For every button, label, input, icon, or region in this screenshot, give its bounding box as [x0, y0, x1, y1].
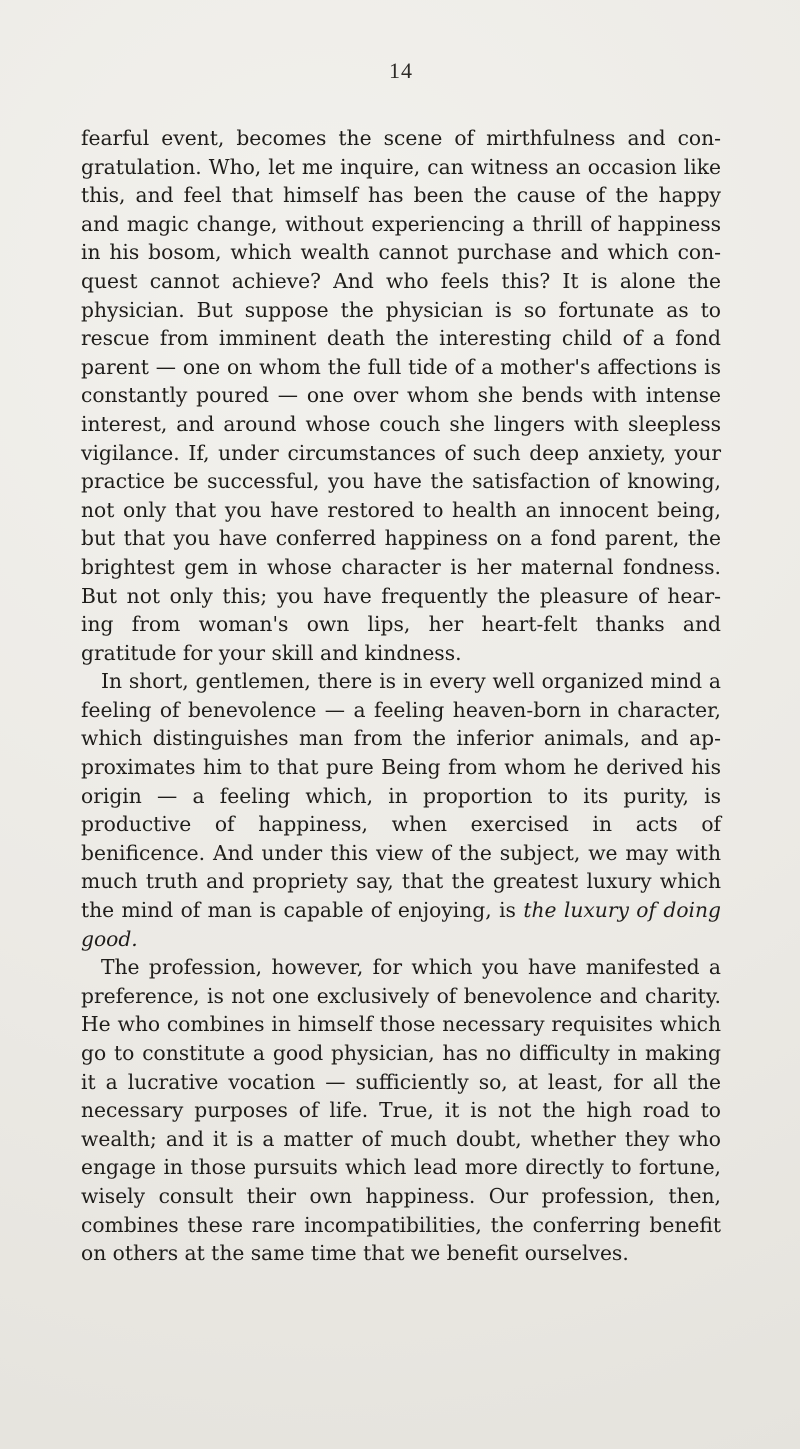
paragraph-2-text: In short, gentlemen, there is in every well organized mind a feeling of benevolence — a feeling heaven-born in character, which distinguishes man from the inferior animals, and ap-proximates him to that pure Being from whom he derived his origin — a feeling which, in proportion to its purity, is productive of happiness, when exercised in acts of benificence. And under this view of the subject, we may with much truth and propriety say, that the greatest luxury which the mind of man is capable of enjoying, is: [81, 669, 721, 923]
paragraph-1: fearful event, becomes the scene of mirthfulness and con-gratulation. Who, let me inquire, can witness an occasion like this, and feel that himself has been the cause of the happy and magic change, without experiencing a thrill of happiness in his bosom, which wealth cannot purchase and which con-quest cannot achieve? And who feels this? It is alone the physician. But suppose the physician is so fortunate as to rescue from imminent death the interesting child of a fond parent — one on whom the full tide of a mother's affections is constantly poured — one over whom she bends with intense interest, and around whose couch she lingers with sleepless vigilance. If, under circumstances of such deep anxiety, your practice be successful, you have the satisfaction of knowing, not only that you have restored to health an innocent being, but that you have conferred happiness on a fond parent, the brightest gem in whose character is her maternal fondness. But not only this; you have frequently the pleasure of hear-ing from woman's own lips, her heart-felt thanks and gratitude for your skill and kindness.: [81, 126, 721, 665]
emphasized-phrase: the luxury of doing good.: [81, 898, 721, 951]
body-text: [81, 124, 721, 1268]
paragraph-3: The profession, however, for which you have manifested a preference, is not one exclusively of benevolence and charity. He who combines in himself those necessary requisites which go to constitute a good physician, has no difficulty in making it a lucrative vocation — sufficiently so, at least, for all the necessary purposes of life. True, it is not the high road to wealth; and it is a matter of much doubt, whether they who engage in those pursuits which lead more directly to fortune, wisely consult their own happiness. Our profession, then, combines these rare incompatibilities, the conferring benefit on others at the same time that we benefit ourselves.: [81, 955, 721, 1266]
paragraph-2: [81, 667, 721, 953]
page-number: 14: [389, 58, 413, 83]
